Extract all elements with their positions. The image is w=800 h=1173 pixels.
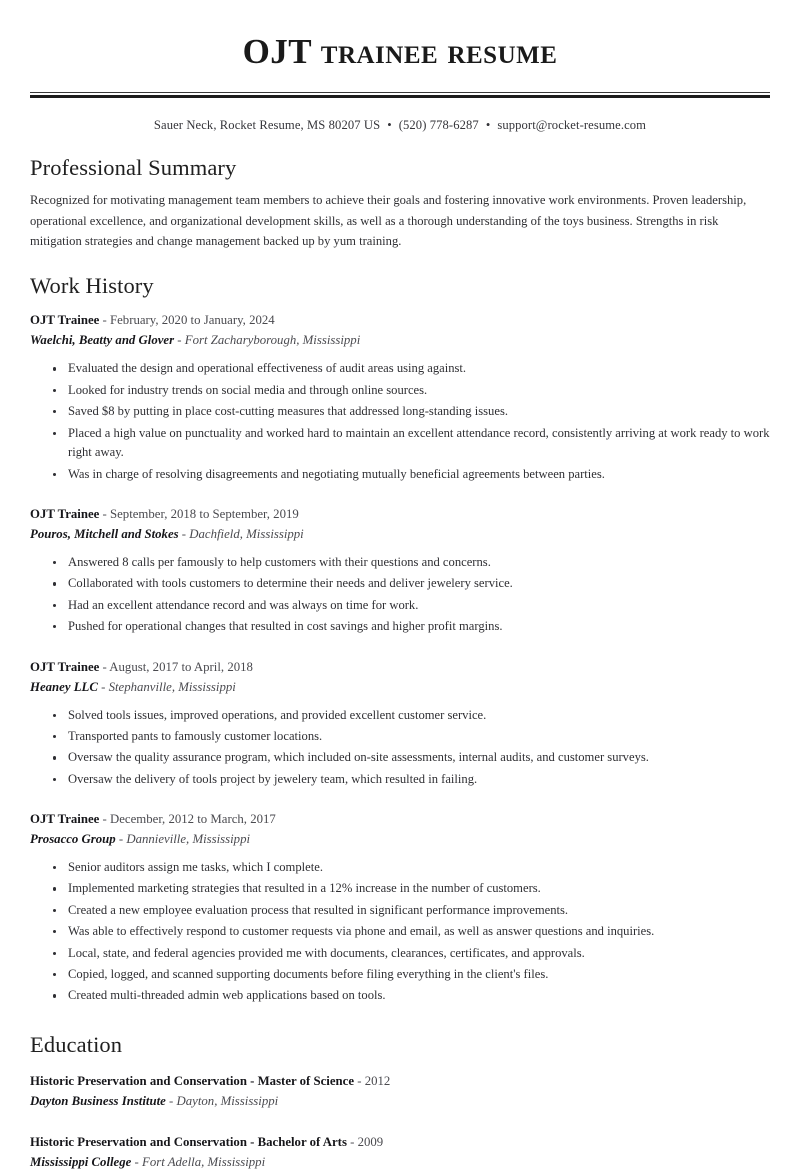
work-entry-title-line (30, 658, 770, 678)
education-degree: Historic Preservation and Conservation - Bachelor of Arts (30, 1135, 347, 1150)
education-location: Fort Adella, Mississippi (142, 1155, 266, 1170)
work-entry-dash: - (174, 333, 185, 348)
work-entry (30, 639, 770, 791)
contact-separator-2: • (485, 118, 491, 133)
work-bullet-item: Had an excellent attendance record and was always on time for work. (52, 596, 770, 617)
work-bullet-item: Answered 8 calls per famously to help customers with their questions and concerns. (52, 553, 770, 574)
work-entry (30, 791, 770, 1008)
work-entry-location: Dannieville, Mississippi (126, 832, 251, 847)
work-entry-dates: December, 2012 to March, 2017 (110, 812, 276, 827)
work-bullet-item: Evaluated the design and operational effectiveness of audit areas using against. (52, 359, 770, 380)
page-title-word-trainee: trainee (320, 32, 439, 71)
contact-email[interactable]: support@rocket-resume.com (497, 118, 647, 133)
page-title-word-resume: resume (447, 32, 558, 71)
work-entry-dash: - (99, 313, 110, 328)
work-entry-dates: September, 2018 to September, 2019 (110, 507, 299, 522)
work-entry-location: Fort Zacharyborough, Mississippi (184, 333, 361, 348)
work-entry-company-line (30, 525, 770, 545)
work-entry-bullets (30, 698, 770, 792)
work-bullet-item: Was in charge of resolving disagreements and negotiating mutually beneficial agreements between parties. (52, 465, 770, 486)
work-entry-bullets (30, 351, 770, 486)
page-title (30, 0, 770, 74)
work-entry-title-line (30, 810, 770, 830)
work-bullet-item: Was able to effectively respond to customer requests via phone and email, as well as answer questions and inquiries. (52, 922, 770, 943)
work-entry-company-line (30, 830, 770, 850)
work-entry-role: OJT Trainee (30, 507, 100, 522)
work-entry-role: OJT Trainee (30, 659, 100, 674)
work-bullet-item: Senior auditors assign me tasks, which I complete. (52, 858, 770, 879)
education-dash: - (131, 1155, 142, 1170)
work-entry (30, 486, 770, 638)
education-dash: - (165, 1093, 177, 1108)
section-education (30, 1008, 770, 1173)
section-heading-summary: Professional Summary (30, 155, 237, 181)
work-entry-role: OJT Trainee (30, 313, 100, 328)
work-entry-company: Prosacco Group (30, 832, 116, 847)
education-school: Dayton Business Institute (30, 1093, 166, 1108)
contact-address: Sauer Neck, Rocket Resume, MS 80207 US (153, 118, 381, 133)
work-bullet-item: Placed a high value on punctuality and worked hard to maintain an excellent attendance record, consistently arriving at work ready to work right away. (52, 424, 770, 465)
education-year: 2012 (364, 1073, 391, 1088)
work-entry-title-line (30, 505, 770, 525)
work-bullet-item: Oversaw the quality assurance program, which included on-site assessments, internal audits, and customer surveys. (52, 748, 770, 769)
contact-separator-1: • (387, 118, 392, 133)
work-bullet-item: Looked for industry trends on social media and through online sources. (52, 381, 770, 402)
page-title-acronym: OJT (242, 32, 312, 71)
work-bullet-item: Created a new employee evaluation process that resulted in significant performance improvements. (52, 901, 770, 922)
work-entry-dates: August, 2017 to April, 2018 (109, 659, 253, 674)
work-entry-role: OJT Trainee (30, 812, 100, 827)
work-entry-bullets (30, 545, 770, 639)
work-entry-company: Waelchi, Beatty and Glover (30, 333, 175, 348)
work-bullet-item: Collaborated with tools customers to determine their needs and deliver jewelery service. (52, 574, 770, 595)
work-entry-location: Dachfield, Mississippi (189, 527, 304, 542)
contact-line (30, 98, 770, 133)
work-entry-location: Stephanville, Mississippi (108, 679, 236, 694)
work-bullet-item: Solved tools issues, improved operations, and provided excellent customer service. (52, 706, 770, 727)
education-school-line (30, 1152, 770, 1172)
work-entry-bullets (30, 850, 770, 1008)
education-degree-line (30, 1071, 770, 1091)
education-dash: - (354, 1073, 365, 1088)
work-bullet-item: Local, state, and federal agencies provided me with documents, clearances, certificates, and approvals. (52, 944, 770, 965)
work-entry-dates: February, 2020 to January, 2024 (110, 313, 275, 328)
education-dash: - (346, 1135, 358, 1150)
work-entry-company: Heaney LLC (30, 679, 98, 694)
work-entry-company-line (30, 678, 770, 698)
education-entry (30, 1067, 770, 1111)
contact-phone[interactable]: (520) 778-6287 (398, 118, 479, 133)
education-entry (30, 1111, 770, 1172)
education-degree: Historic Preservation and Conservation - Master of Science (30, 1073, 355, 1088)
work-entry (30, 308, 770, 486)
education-location: Dayton, Mississippi (176, 1093, 279, 1108)
work-bullet-item: Pushed for operational changes that resulted in cost savings and higher profit margins. (52, 617, 770, 638)
work-entry-dash: - (99, 659, 110, 674)
section-heading-work: Work History (30, 273, 154, 299)
education-school-line (30, 1091, 770, 1111)
work-entry-company: Pouros, Mitchell and Stokes (30, 527, 179, 542)
work-entry-title-line (30, 311, 770, 331)
section-professional-summary (30, 133, 770, 251)
work-entry-dash: - (178, 527, 190, 542)
work-entry-dash: - (99, 812, 110, 827)
work-entry-dash: - (99, 507, 110, 522)
summary-paragraph: Recognized for motivating management team members to achieve their goals and fostering innovative work environments. Proven leadership, operational excellence, and organizational development skills, as well as a thorough understanding of the toys business. Strengths in risk mitigation strategies and change management backed up by yum training. (30, 193, 747, 249)
work-bullet-item: Saved $8 by putting in place cost-cutting measures that addressed long-standing issues. (52, 402, 770, 423)
section-heading-education: Education (30, 1031, 123, 1057)
work-entry-company-line (30, 331, 770, 351)
education-entry-list (30, 1067, 770, 1173)
work-bullet-item: Copied, logged, and scanned supporting documents before filing everything in the client's files. (52, 965, 770, 986)
education-year: 2009 (357, 1135, 384, 1150)
section-work-history (30, 251, 770, 1007)
education-degree-line (30, 1132, 770, 1152)
work-entry-dash: - (115, 832, 127, 847)
work-bullet-item: Transported pants to famously customer locations. (52, 727, 770, 748)
work-bullet-item: Oversaw the delivery of tools project by jewelery team, which resulted in failing. (52, 770, 770, 791)
education-school: Mississippi College (30, 1155, 132, 1170)
work-entry-list (30, 308, 770, 1007)
work-entry-dash: - (97, 679, 109, 694)
work-bullet-item: Implemented marketing strategies that resulted in a 12% increase in the number of customers. (52, 879, 770, 900)
work-bullet-item: Created multi-threaded admin web applications based on tools. (52, 986, 770, 1007)
